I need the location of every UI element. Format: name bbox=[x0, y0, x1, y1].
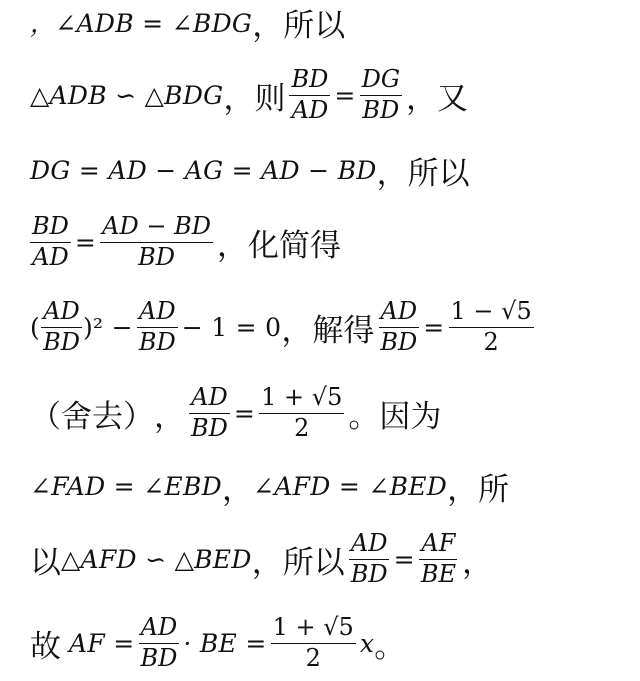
text-yi: 以 bbox=[30, 544, 61, 581]
text-simplify: ，化简得 bbox=[216, 227, 341, 264]
fraction-ad-bd: $\frac{AD}{BD}$ bbox=[43, 297, 80, 356]
times-be-equals: · BE = bbox=[183, 628, 267, 658]
text-also: ，又 bbox=[406, 80, 469, 117]
proof-line-9 bbox=[30, 608, 620, 678]
equals-sign: = bbox=[393, 544, 415, 574]
text-because: 。因为 bbox=[348, 398, 442, 435]
angle-equality-afd-bed: ∠AFD = ∠BED bbox=[252, 471, 448, 501]
fraction-one-plus-root5: $\frac{1 + √5}{2}$ bbox=[261, 383, 343, 442]
fraction-ad-bd: $\frac{AD}{BD}$ bbox=[138, 297, 176, 356]
open-paren: ( bbox=[30, 312, 41, 342]
af-equals: AF = bbox=[69, 628, 135, 658]
fraction-bd-ad: $\frac{BD}{AD}$ bbox=[291, 65, 329, 124]
fraction-one-plus-root5: $\frac{1 + √5}{2}$ bbox=[272, 613, 354, 672]
fraction-af-be: $\frac{AF}{BE}$ bbox=[420, 529, 456, 588]
fraction-dg-bd: $\frac{DG}{BD}$ bbox=[361, 65, 401, 124]
text-solve: ，解得 bbox=[281, 312, 375, 349]
text-hence: 故 bbox=[30, 628, 61, 665]
text-period: 。 bbox=[374, 628, 406, 665]
text-comma: ， bbox=[221, 471, 253, 508]
equals-sign: = bbox=[334, 80, 356, 110]
proof-line-1 bbox=[30, 2, 620, 42]
text-discard: （舍去） bbox=[30, 398, 154, 435]
fraction-ad-bd: $\frac{AD}{BD}$ bbox=[140, 613, 178, 672]
proof-line-6 bbox=[30, 378, 620, 448]
proof-line-8 bbox=[30, 524, 620, 594]
similar-triangles: △AFD ∽ △BED bbox=[61, 544, 252, 574]
text-therefore: ，所以 bbox=[252, 7, 346, 44]
similar-triangles: △ADB ∽ △BDG bbox=[30, 80, 224, 110]
squared-minus: )² − bbox=[82, 312, 133, 342]
fraction-ad-bd: $\frac{AD}{BD}$ bbox=[350, 529, 388, 588]
text-then: ，则 bbox=[223, 80, 286, 117]
proof-line-7 bbox=[30, 464, 620, 508]
variable-x: x bbox=[359, 628, 375, 658]
equation-tail: − 1 = 0 bbox=[181, 312, 282, 342]
angle-equality-fad-ebd: ∠FAD = ∠EBD bbox=[30, 471, 222, 501]
fraction-bd-ad: $\frac{BD}{AD}$ bbox=[32, 212, 69, 271]
proof-line-3 bbox=[30, 148, 620, 192]
text-therefore: ，所以 bbox=[376, 155, 470, 192]
text-therefore: ，所以 bbox=[251, 544, 345, 581]
fraction-one-minus-root5: $\frac{1 - √5}{2}$ bbox=[450, 297, 532, 356]
fraction-ad-bd: $\frac{AD}{BD}$ bbox=[380, 297, 418, 356]
proof-line-2 bbox=[30, 62, 620, 128]
text-so: ，所 bbox=[447, 471, 510, 508]
equals-sign: = bbox=[423, 312, 445, 342]
segment-equation: DG = AD − AG = AD − BD bbox=[30, 155, 377, 185]
text-comma: ， bbox=[154, 398, 185, 435]
proof-line-5 bbox=[30, 292, 620, 362]
fraction-ad-bd: $\frac{AD}{BD}$ bbox=[191, 383, 228, 442]
fraction-ad-minus-bd-over-bd: $\frac{AD - BD}{BD}$ bbox=[102, 212, 211, 271]
proof-line-4 bbox=[30, 208, 620, 276]
equals-sign: = bbox=[74, 227, 97, 257]
angle-equality: ，∠ADB = ∠BDG bbox=[30, 9, 253, 38]
equals-sign: = bbox=[233, 398, 256, 428]
text-comma: ， bbox=[462, 544, 493, 581]
